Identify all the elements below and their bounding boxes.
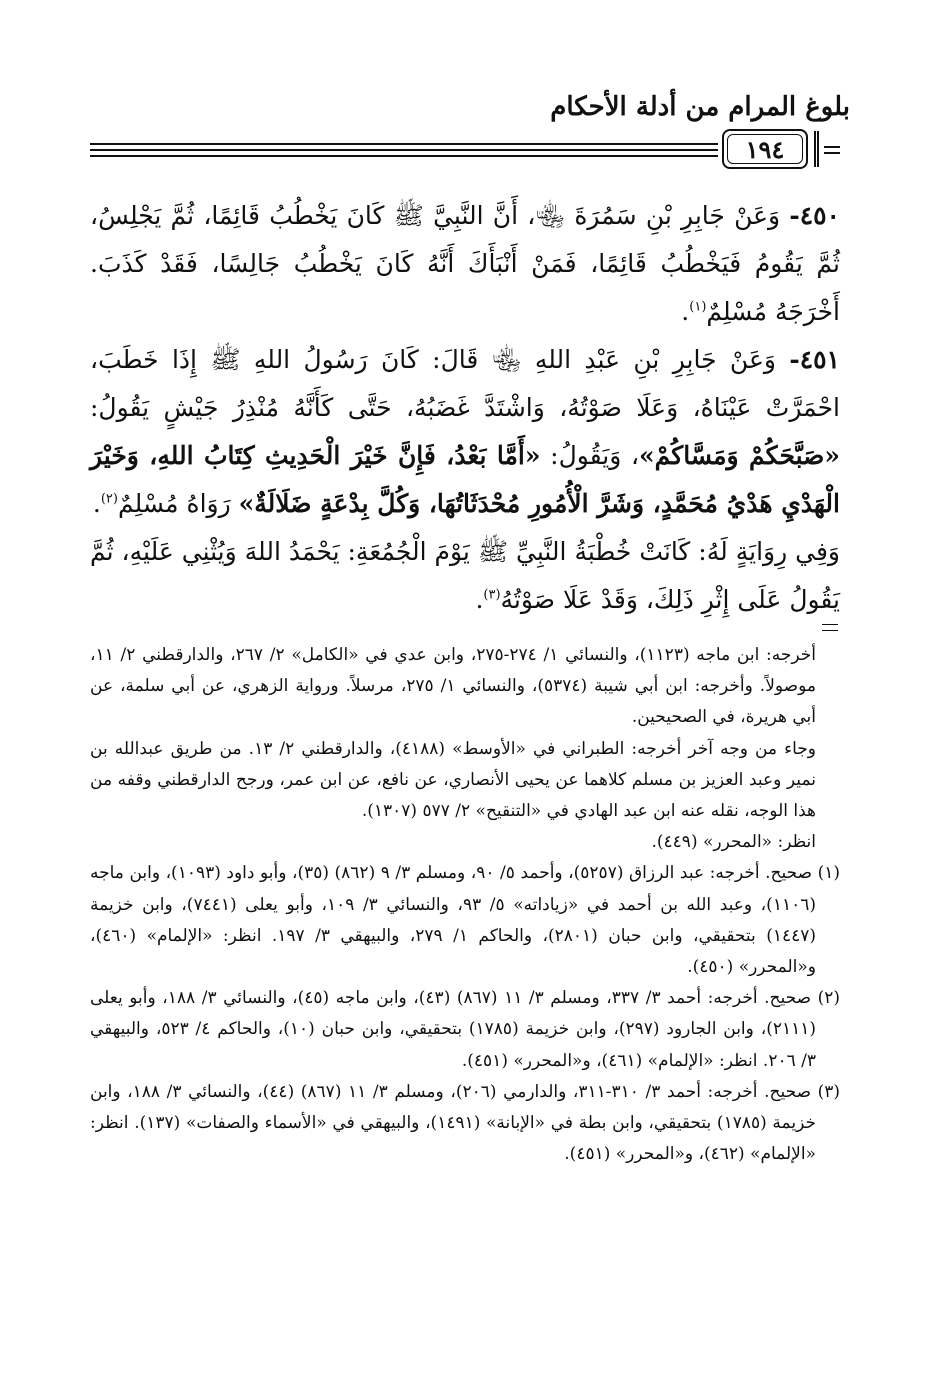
hadith-text: وَفِي رِوَايَةٍ لَهُ: كَانَتْ خُطْبَةُ النَّبِيِّ ﷺ يَوْمَ الْجُمُعَةِ: يَحْمَدُ اللهَ وَيُثْنِي عَلَيْهِ، ثُمَّ يَقُولُ عَلَى إِثْرِ ذَلِكَ، وَقَدْ عَلَا صَوْتُهُ [90, 537, 840, 614]
hadith-451: ٤٥١- وَعَنْ جَابِرِ بْنِ عَبْدِ اللهِ ﵄ قَالَ: كَانَ رَسُولُ اللهِ ﷺ إِذَا خَطَبَ، احْمَرَّتْ عَيْنَاهُ، وَعَلَا صَوْتُهُ، وَاشْتَدَّ غَضَبُهُ، حَتَّى كَأَنَّهُ مُنْذِرُ جَيْشٍ يَقُولُ: «صَبَّحَكُمْ وَمَسَّاكُمْ»، وَيَقُولُ: «أَمَّا بَعْدُ، فَإِنَّ خَيْرَ الْحَدِيثِ كِتَابُ اللهِ، وَخَيْرَ الْهَدْيِ هَدْيُ مُحَمَّدٍ، وَشَرَّ الْأُمُورِ مُحْدَثَاتُهَا، وَكُلَّ بِدْعَةٍ ضَلَالَةٌ» رَوَاهُ مُسْلِمٌ$^{(٢)}$. [90, 345, 840, 518]
footnote-3: (٣) صحيح. أخرجه: أحمد ٣/ ٣١٠-٣١١، والدارمي (٢٠٦)، ومسلم ٣/ ١١ (٨٦٧) (٤٤)، والنسائي ٣/ ١٨٨، وابن خزيمة (١٧٨٥) بتحقيقي، وابن بطة في «الإبانة» (١٤٩١)، والبيهقي في «الأسماء والصفات» (١٣٧). انظر: «الإلمام» (٤٦٢)، و«المحرر» (٤٥١). [90, 1081, 840, 1165]
hadith-451-riwaya: وَفِي رِوَايَةٍ لَهُ: كَانَتْ خُطْبَةُ النَّبِيِّ ﷺ يَوْمَ الْجُمُعَةِ: يَحْمَدُ اللهَ وَيُثْنِي عَلَيْهِ، ثُمَّ يَقُولُ عَلَى إِثْرِ ذَلِكَ، وَقَدْ عَلَا صَوْتُهُ$^{(٣)}$. [90, 537, 840, 614]
footnote-continuation: انظر: «المحرر» (٤٤٩). [651, 832, 816, 853]
header-rule [90, 143, 718, 145]
footnote-2: (٢) صحيح. أخرجه: أحمد ٣/ ٣٣٧، ومسلم ٣/ ١١ (٨٦٧) (٤٣)، وابن ماجه (٤٥)، والنسائي ٣/ ١٨٨، وأبو يعلى (٢١١١)، وابن الجارود (٢٩٧)، وابن خزيمة (١٧٨٥) بتحقيقي، وابن حبان (١٠)، والحاكم ٤/ ٥٢٣، والبيهقي ٣/ ٢٠٦. انظر: «الإلمام» (٤٦١)، و«المحرر» (٤٥١). [90, 988, 841, 1071]
footnote-separator [822, 630, 838, 631]
footnote-marker: (١) [689, 299, 707, 315]
footnote-marker: (٣) [483, 587, 501, 603]
header-ornament-rule [824, 152, 840, 154]
source-attribution: رَوَاهُ مُسْلِمٌ [117, 489, 231, 518]
header-ornament-bar [814, 131, 819, 167]
hadith-text: وَعَنْ جَابِرِ بْنِ سَمُرَةَ ﵄، أَنَّ النَّبِيَّ ﷺ كَانَ يَخْطُبُ قَائِمًا، ثُمَّ يَجْلِسُ، ثُمَّ يَقُومُ فَيَخْطُبُ قَائِمًا، فَمَنْ أَنْبَأَكَ أَنَّهُ كَانَ يَخْطُبُ جَالِسًا، فَقَدْ كَذَبَ. أَخْرَجَهُ مُسْلِمٌ [90, 201, 840, 326]
hadith-text: ، وَيَقُولُ: [550, 441, 640, 470]
prophetic-quote: «أَمَّا بَعْدُ، فَإِنَّ خَيْرَ الْحَدِيثِ كِتَابُ اللهِ، وَخَيْرَ الْهَدْيِ هَدْيُ مُحَمَّدٍ، وَشَرَّ الْأُمُورِ مُحْدَثَاتُهَا، وَكُلَّ بِدْعَةٍ ضَلَالَةٌ» [90, 441, 840, 518]
main-text [90, 192, 840, 624]
hadith-450: ٤٥٠- وَعَنْ جَابِرِ بْنِ سَمُرَةَ ﵄، أَنَّ النَّبِيَّ ﷺ كَانَ يَخْطُبُ قَائِمًا، ثُمَّ يَجْلِسُ، ثُمَّ يَقُومُ فَيَخْطُبُ قَائِمًا، فَمَنْ أَنْبَأَكَ أَنَّهُ كَانَ يَخْطُبُ جَالِسًا، فَقَدْ كَذَبَ. أَخْرَجَهُ مُسْلِمٌ$^{(١)}$. [90, 201, 840, 326]
footnote-separator [822, 624, 838, 625]
footnote-marker: (٢) [100, 491, 118, 507]
hadith-number: ٤٥١- [789, 345, 840, 374]
header-rule [90, 155, 718, 157]
hadith-text: وَعَنْ جَابِرِ بْنِ عَبْدِ اللهِ ﵄ قَالَ: كَانَ رَسُولُ اللهِ ﷺ إِذَا خَطَبَ، احْمَرَّتْ عَيْنَاهُ، وَعَلَا صَوْتُهُ، وَاشْتَدَّ غَضَبُهُ، حَتَّى كَأَنَّهُ مُنْذِرُ جَيْشٍ يَقُولُ: [90, 345, 840, 422]
footnotes [90, 640, 840, 1170]
header-ornament-rule [824, 146, 840, 148]
running-header-title: بلوغ المرام من أدلة الأحكام [550, 92, 850, 122]
footnote-continuation: أخرجه: ابن ماجه (١١٢٣)، والنسائي ١/ ٢٧٤-٢٧٥، وابن عدي في «الكامل» ٢/ ٢٦٧، والدارقطني ٢/ ١١، موصولاً. وأخرجه: ابن أبي شيبة (٥٣٧٤)، والنسائي ١/ ٢٧٥، مرسلاً. ورواية الزهري، عن أبي سلمة، عن أبي هريرة، في الصحيحين. [90, 645, 817, 728]
hadith-number: ٤٥٠- [789, 201, 840, 230]
header-rule [90, 149, 718, 151]
page-number: ١٩٤ [722, 129, 808, 169]
prophetic-quote: «صَبَّحَكُمْ وَمَسَّاكُمْ» [639, 441, 840, 470]
footnote-continuation: وجاء من وجه آخر أخرجه: الطبراني في «الأوسط» (٤١٨٨)، والدارقطني ٢/ ١٣. من طريق عبدالله بن نمير وعبد العزيز بن مسلم كلاهما عن يحيى الأنصاري، عن نافع، عن ابن عمر، ورجح الدارقطني وقفه من هذا الوجه، نقله عنه ابن عبد الهادي في «التنقيح» ٢/ ٥٧٧ (١٣٠٧). [90, 738, 816, 822]
footnote-1: (١) صحيح. أخرجه: عبد الرزاق (٥٢٥٧)، وأحمد ٥/ ٩٠، ومسلم ٣/ ٩ (٨٦٢) (٣٥)، وأبو داود (١٠٩٣)، وابن ماجه (١١٠٦)، وعبد الله بن أحمد في «زياداته» ٥/ ٩٣، والنسائي ٣/ ١٠٩، وأبو يعلى (٧٤٤١)، وابن خزيمة (١٤٤٧) بتحقيقي، وابن حبان (٢٨٠١)، والحاكم ١/ ٢٧٩، والبيهقي ٣/ ١٩٧. انظر: «الإلمام» (٤٦٠)، و«المحرر» (٤٥٠). [90, 863, 840, 978]
